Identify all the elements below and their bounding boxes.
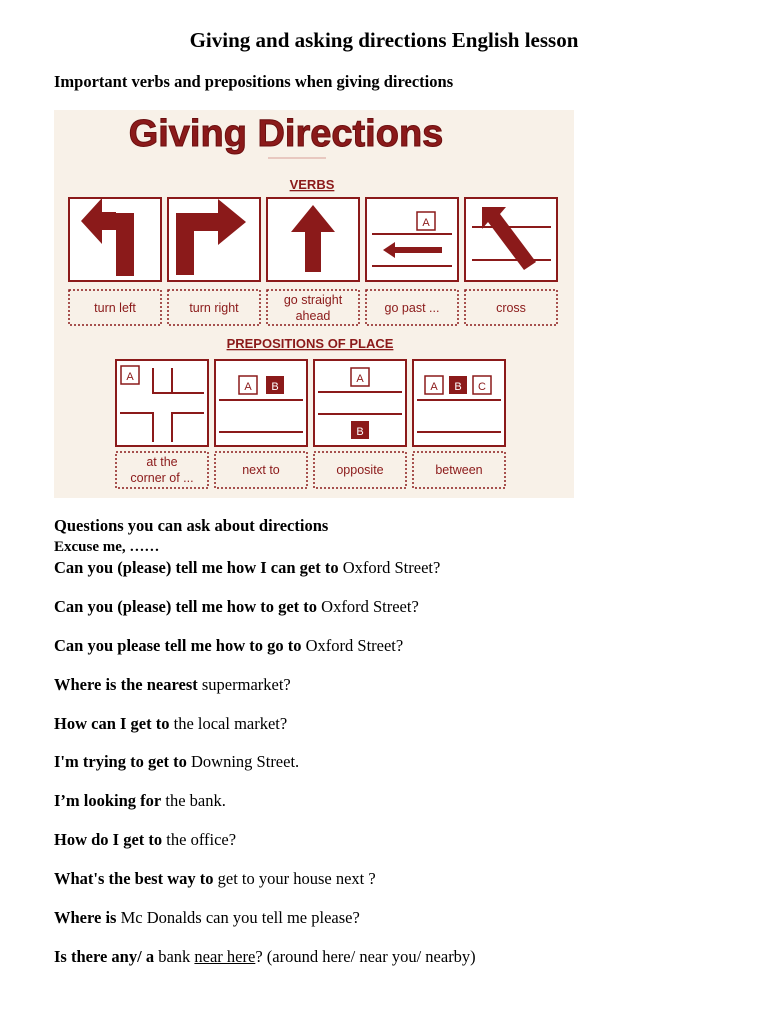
letter-a: A (356, 373, 364, 385)
question-line: Can you (please) tell me how I can get to Oxford Street? (54, 558, 441, 577)
question-line: Where is Mc Donalds can you tell me please? (54, 908, 360, 927)
verb-label-go-straight-line1: go straight (283, 293, 343, 307)
question-line: How do I get to the office? (54, 830, 237, 849)
verb-label-turn-right: turn right (189, 301, 239, 315)
prepositions-heading: PREPOSITIONS OF PLACE (226, 336, 394, 351)
prep-label-corner-line1: at the (146, 455, 178, 469)
question-line: Can you please tell me how to go to Oxford Street? (54, 636, 404, 655)
page-title: Giving and asking directions English lesson (189, 28, 579, 52)
letter-b: B (454, 381, 462, 393)
prep-next-to-sign (215, 360, 307, 446)
letter-a: A (422, 217, 430, 229)
prep-label-next-to: next to (242, 463, 280, 477)
question-line: I’m looking for the bank. (54, 791, 226, 810)
giving-directions-figure (54, 110, 574, 498)
question-line: How can I get to the local market? (54, 714, 288, 733)
letter-b: B (356, 426, 364, 438)
letter-c: C (478, 381, 486, 393)
verb-cross-sign (465, 198, 557, 281)
verb-label-cross: cross (496, 301, 526, 315)
prep-label-corner-line2: corner of ... (130, 471, 194, 485)
letter-a: A (244, 381, 252, 393)
verb-go-straight-sign (267, 198, 359, 281)
question-line: Where is the nearest supermarket? (54, 675, 291, 694)
excuse-me-line: Excuse me, …… (54, 539, 160, 555)
section-subtitle: Important verbs and prepositions when giving directions (54, 72, 454, 91)
underlined-phrase: near here (194, 947, 256, 966)
question-line: I'm trying to get to Downing Street. (54, 752, 300, 771)
prep-label-between: between (435, 463, 483, 477)
question-line: Is there any/ a bank near here? (around here/ near you/ nearby) (54, 947, 476, 966)
question-line: What's the best way to get to your house next ? (54, 869, 376, 888)
question-line: Can you (please) tell me how to get to Oxford Street? (54, 597, 419, 616)
figure-heading: Giving Directions (128, 113, 444, 155)
giving-directions-chart (54, 110, 574, 498)
letter-a: A (126, 371, 134, 383)
verb-label-go-past: go past ... (384, 301, 440, 315)
prep-opposite-sign (314, 360, 406, 446)
verbs-heading: VERBS (289, 177, 335, 192)
verb-go-past-sign (366, 198, 458, 281)
letter-b: B (271, 381, 279, 393)
letter-a: A (430, 381, 438, 393)
verb-turn-right-sign (168, 198, 260, 281)
questions-heading: Questions you can ask about directions (54, 516, 329, 535)
verb-label-go-straight-line2: ahead (295, 309, 331, 323)
prep-label-opposite: opposite (336, 463, 384, 477)
verb-turn-left-sign (69, 198, 161, 281)
prep-between-sign (413, 360, 505, 446)
prep-corner-sign (116, 360, 208, 446)
verb-label-turn-left: turn left (94, 301, 136, 315)
